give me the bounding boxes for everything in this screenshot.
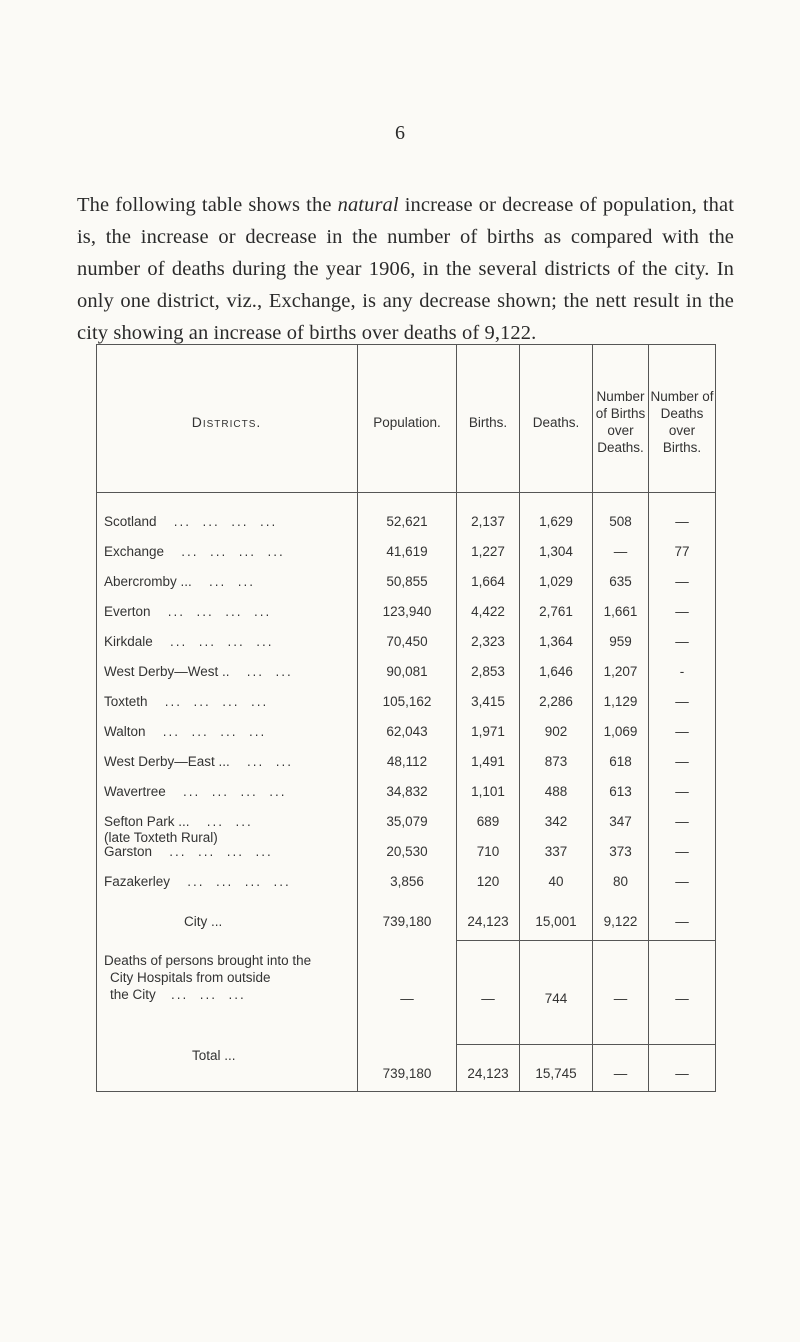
district-name — [104, 600, 354, 624]
cell-deaths: 337 — [544, 844, 568, 859]
cell-deaths-over-births: — — [675, 604, 689, 619]
city-row-rule — [456, 940, 716, 941]
district-name-text: Garston — [104, 844, 153, 859]
cell-population: 3,856 — [390, 874, 424, 889]
district-name-text: West Derby—West .. — [104, 664, 230, 679]
district-name — [104, 540, 354, 564]
district-name — [104, 780, 354, 804]
district-name — [104, 570, 354, 594]
leader-dots: ... ... ... ... — [164, 544, 285, 559]
leader-dots: ... ... ... ... — [150, 604, 272, 619]
city-births-over-deaths: 9,122 — [603, 914, 638, 929]
table-row — [96, 840, 716, 864]
table-right-rule — [715, 344, 716, 1092]
cell-births: 2,853 — [471, 664, 505, 679]
cell-births: 1,101 — [471, 784, 505, 799]
leader-dots: ... ... ... ... — [165, 784, 287, 799]
district-name-text: Everton — [104, 604, 151, 619]
hospital-label-line2: City Hospitals from outside — [110, 970, 271, 985]
cell-deaths-over-births: — — [675, 844, 689, 859]
city-deaths: 15,001 — [535, 914, 577, 929]
cell-births-over-deaths: 613 — [609, 784, 632, 799]
table-row — [96, 540, 716, 564]
cell-deaths-over-births: — — [675, 634, 689, 649]
cell-deaths-over-births: — — [675, 754, 689, 769]
leader-dots: ... ... ... ... — [152, 844, 273, 859]
header-district: Districts. — [191, 413, 262, 430]
cell-births: 120 — [476, 874, 500, 889]
cell-deaths: 902 — [544, 724, 568, 739]
cell-births: 2,137 — [471, 514, 505, 529]
cell-population: 20,530 — [386, 844, 428, 859]
table-bottom-rule — [96, 1091, 716, 1092]
intro-text-start: The following table shows the — [77, 193, 338, 216]
population-table — [96, 344, 716, 1092]
cell-births-over-deaths: — — [613, 544, 628, 559]
district-name-text: Abercromby ... — [104, 574, 192, 589]
hospital-births-over-deaths: — — [613, 991, 628, 1006]
cell-births-over-deaths: 1,069 — [603, 724, 638, 739]
hospital-label-line1: Deaths of persons brought into the — [104, 953, 312, 968]
cell-deaths-over-births: — — [675, 874, 689, 889]
cell-births-over-deaths: 618 — [609, 754, 632, 769]
cell-births: 1,971 — [471, 724, 505, 739]
district-name — [104, 750, 354, 774]
cell-deaths: 2,761 — [539, 604, 573, 619]
city-population: 739,180 — [382, 914, 432, 929]
cell-deaths: 342 — [544, 814, 568, 829]
district-name-text: (late Toxteth Rural) — [104, 830, 218, 845]
table-row — [96, 630, 716, 654]
total-births: 24,123 — [467, 1066, 509, 1081]
cell-population: 50,855 — [386, 574, 428, 589]
leader-dots: ... ... — [229, 664, 293, 679]
city-births: 24,123 — [467, 914, 509, 929]
page-number: 6 — [395, 122, 405, 144]
total-population: 739,180 — [382, 1066, 432, 1081]
table-row — [96, 690, 716, 714]
cell-births-over-deaths: 508 — [609, 514, 632, 529]
total-label: Total ... — [192, 1048, 236, 1063]
hospital-births: — — [481, 991, 495, 1006]
district-name-text: Sefton Park ... — [104, 814, 190, 829]
cell-births: 1,664 — [471, 574, 505, 589]
total-row — [96, 1062, 716, 1086]
hospital-population: — — [400, 991, 414, 1006]
cell-births: 689 — [476, 814, 500, 829]
leader-dots: ... ... — [191, 574, 256, 589]
header-population: Population. — [373, 414, 441, 430]
cell-births: 710 — [476, 844, 500, 859]
district-name-text: Wavertree — [104, 784, 166, 799]
leader-dots: ... ... ... ... — [156, 514, 278, 529]
leader-dots: ... ... — [229, 754, 294, 769]
district-name — [104, 870, 354, 894]
cell-population: 35,079 — [386, 814, 428, 829]
table-row — [96, 780, 716, 804]
cell-deaths-over-births: — — [675, 514, 689, 529]
cell-deaths: 1,629 — [539, 514, 573, 529]
cell-deaths-over-births: — — [675, 784, 689, 799]
district-name-text: Exchange — [104, 544, 165, 559]
leader-dots: ... ... ... ... — [145, 724, 267, 739]
city-row — [96, 910, 716, 934]
cell-births-over-deaths: 1,129 — [603, 694, 638, 709]
leader-dots: ... ... — [189, 814, 253, 829]
district-name-text: Fazakerley — [104, 874, 171, 889]
district-name-text: Scotland — [104, 514, 157, 529]
district-name — [104, 510, 354, 534]
city-label: City ... — [184, 914, 223, 929]
cell-deaths: 873 — [544, 754, 568, 769]
district-name — [104, 690, 354, 714]
intro-italic-word: natural — [337, 193, 399, 216]
cell-population: 52,621 — [386, 514, 428, 529]
leader-dots: ... ... ... ... — [147, 694, 269, 709]
table-row — [96, 720, 716, 744]
cell-births: 1,491 — [471, 754, 505, 769]
city-deaths-over-births: — — [675, 914, 689, 929]
header-deaths: Deaths. — [532, 414, 580, 430]
header-births: Births. — [468, 414, 508, 430]
district-name — [104, 630, 354, 654]
cell-deaths-over-births: 77 — [674, 544, 690, 559]
cell-births-over-deaths: 1,207 — [603, 664, 638, 679]
cell-deaths-over-births: — — [675, 724, 689, 739]
cell-deaths: 1,646 — [539, 664, 573, 679]
cell-births: 1,227 — [471, 544, 505, 559]
district-name — [104, 720, 354, 744]
cell-population: 41,619 — [386, 544, 428, 559]
hospital-deaths-over-births: — — [675, 991, 689, 1006]
table-row — [96, 870, 716, 894]
cell-population: 48,112 — [386, 754, 428, 769]
cell-births-over-deaths: 959 — [609, 634, 632, 649]
cell-births-over-deaths: 347 — [609, 814, 632, 829]
table-row — [96, 660, 716, 684]
cell-deaths-over-births: — — [675, 574, 689, 589]
district-name-text: Kirkdale — [104, 634, 153, 649]
header-deaths-over-births: Number of Deaths over Births. — [650, 389, 714, 455]
cell-deaths: 1,029 — [539, 574, 573, 589]
district-name-text: West Derby—East ... — [104, 754, 230, 769]
cell-births-over-deaths: 1,661 — [603, 604, 638, 619]
cell-births: 4,422 — [471, 604, 505, 619]
cell-deaths-over-births: - — [679, 664, 685, 679]
table-top-rule — [96, 344, 716, 345]
table-row — [96, 600, 716, 624]
district-name-text: Walton — [104, 724, 146, 739]
cell-births: 3,415 — [471, 694, 505, 709]
cell-births-over-deaths: 80 — [612, 874, 629, 889]
hospital-deaths: 744 — [544, 991, 568, 1006]
cell-deaths-over-births: — — [675, 694, 689, 709]
cell-population: 105,162 — [382, 694, 432, 709]
intro-paragraph — [77, 189, 734, 349]
hospital-label-line3-text: the City — [110, 987, 156, 1002]
leader-dots: ... ... ... ... — [170, 874, 291, 889]
header-births-over-deaths: Number of Births over Deaths. — [595, 389, 646, 455]
total-deaths-over-births: — — [675, 1066, 689, 1081]
cell-births: 2,323 — [471, 634, 505, 649]
cell-population: 123,940 — [382, 604, 432, 619]
cell-population: 62,043 — [386, 724, 428, 739]
table-row — [96, 510, 716, 534]
cell-births-over-deaths: 373 — [609, 844, 632, 859]
cell-deaths-over-births: — — [675, 814, 689, 829]
cell-population: 70,450 — [386, 634, 428, 649]
cell-population: 34,832 — [386, 784, 428, 799]
cell-births-over-deaths: 635 — [609, 574, 632, 589]
cell-population: 90,081 — [386, 664, 428, 679]
total-births-over-deaths: — — [613, 1066, 628, 1081]
cell-deaths: 40 — [548, 874, 564, 889]
header-rule — [96, 492, 716, 493]
cell-deaths: 1,304 — [539, 544, 573, 559]
cell-deaths: 2,286 — [539, 694, 573, 709]
district-name — [104, 660, 354, 684]
district-name — [104, 840, 354, 864]
cell-deaths: 1,364 — [539, 634, 573, 649]
district-name-text: Toxteth — [104, 694, 148, 709]
table-row — [96, 750, 716, 774]
table-row — [96, 570, 716, 594]
cell-deaths: 488 — [544, 784, 568, 799]
total-deaths: 15,745 — [535, 1066, 577, 1081]
leader-dots: ... ... ... — [159, 987, 246, 1002]
hospital-row — [96, 987, 716, 1011]
intro-text-end: increase or decrease of population, that is, the increase or decrease in the number of births as compared with the number of deaths during the year 1906, in the several districts of the city. In only one district, viz., Exchange, is any decrease shown; the nett result in the city showing an increase of births over deaths of 9,122. — [77, 193, 734, 344]
leader-dots: ... ... ... ... — [152, 634, 274, 649]
